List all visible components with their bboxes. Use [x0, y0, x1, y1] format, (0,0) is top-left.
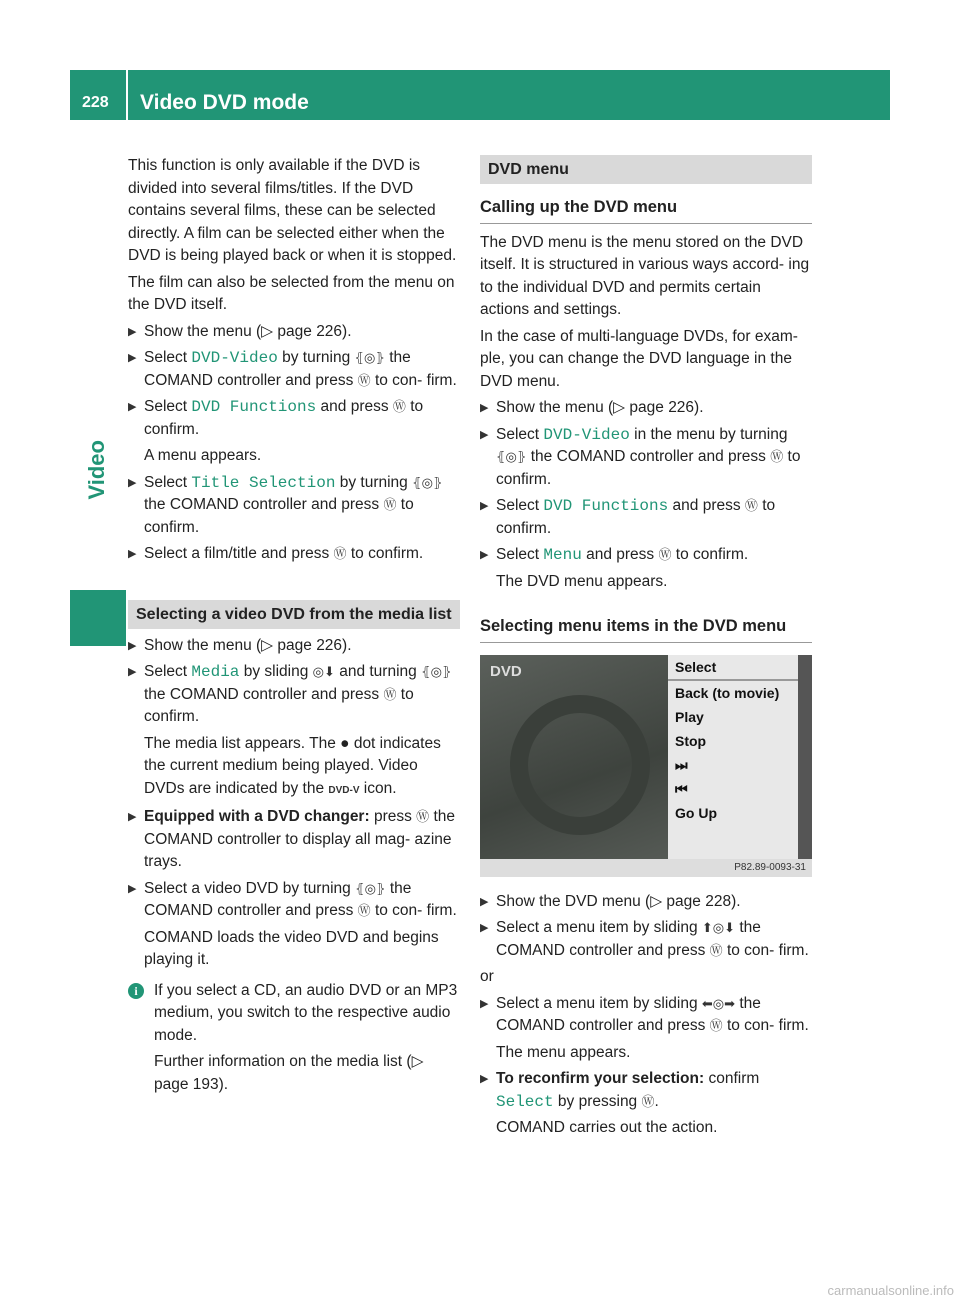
step-result: COMAND carries out the action.	[496, 1119, 718, 1136]
controller-turn-icon: ⦃◎⦄	[421, 664, 452, 679]
step-select-dvd-functions: ▶ Select DVD Functions and press Ⓦ to confirm.	[128, 396, 460, 441]
step-result: The menu appears.	[496, 1043, 631, 1061]
paragraph: In the case of multi-language DVDs, for exam- ple, you can change the DVD language in the DVD menu.	[480, 327, 798, 390]
intro-paragraph-2: The film can also be selected from the menu on the DVD itself.	[128, 273, 455, 313]
step-show-menu: ▶ Show the menu (▷ page 226).	[128, 635, 460, 658]
watermark-site: carmanualsonline.info	[827, 1283, 954, 1298]
controller-press-icon: Ⓦ	[709, 1018, 723, 1033]
side-tab-marker	[70, 590, 126, 646]
menu-item-stop[interactable]: Stop	[675, 732, 707, 749]
section-heading-media-list: Selecting a video DVD from the media list	[128, 600, 460, 629]
controller-press-icon: Ⓦ	[416, 809, 430, 824]
controller-turn-icon: ⦃◎⦄	[496, 449, 527, 464]
menu-item-next[interactable]: ⏭	[675, 756, 688, 773]
menu-term-dvd-functions: DVD Functions	[191, 398, 317, 416]
menu-item-go-up[interactable]: Go Up	[675, 804, 717, 821]
controller-press-icon: Ⓦ	[383, 686, 397, 702]
dvd-menu-list	[668, 655, 798, 859]
controller-press-icon: Ⓦ	[383, 497, 397, 512]
controller-press-icon: Ⓦ	[744, 498, 758, 513]
page-title: Video DVD mode	[140, 91, 309, 114]
step-show-menu: ▶ Show the menu (▷ page 226).	[128, 321, 460, 344]
controller-slide-icon: ◎⬇	[312, 664, 335, 679]
header-divider	[126, 70, 128, 120]
step-slide-horizontal: ▶ Select a menu item by sliding ⬅◎➡ the COMAND controller and press Ⓦ to con- firm.	[480, 993, 812, 1038]
menu-term-dvd-video: DVD-Video	[543, 425, 630, 444]
controller-press-icon: Ⓦ	[357, 372, 371, 388]
controller-turn-icon: ⦃◎⦄	[355, 880, 386, 896]
subheading-calling-up: Calling up the DVD menu	[480, 196, 812, 224]
controller-press-icon: Ⓦ	[709, 942, 723, 958]
menu-term-title-selection: Title Selection	[191, 473, 336, 492]
step-reconfirm: ▶ To reconfirm your selection: confirm Select by pressing Ⓦ.	[480, 1068, 812, 1113]
controller-press-icon: Ⓦ	[392, 399, 406, 414]
step-select-title-selection: ▶ Select Title Selection by turning ⦃◎⦄ the COMAND controller and press Ⓦ to confirm.	[128, 472, 460, 540]
step-result: A menu appears.	[144, 447, 262, 464]
video-frame	[480, 655, 668, 859]
left-column	[128, 155, 460, 1100]
step-select-dvd-video: ▶ Select DVD-Video by turning ⦃◎⦄ the COMAND controller and press Ⓦ to con- firm.	[128, 347, 460, 392]
menu-term-dvd-functions: DVD Functions	[543, 497, 669, 515]
step-select-film: ▶ Select a film/title and press Ⓦ to confirm.	[128, 543, 460, 566]
step-result: The DVD menu appears.	[496, 572, 668, 590]
info-note: i If you select a CD, an audio DVD or an MP3 medium, you switch to the respective audio mode. Further information on the media list (▷ page 193).	[128, 980, 460, 1097]
step-result: The media list appears. The ● dot indicates the current medium being played. Video DVDs are indicated by the DVD-V icon.	[144, 734, 441, 797]
menu-term-media: Media	[191, 663, 240, 681]
controller-press-icon: Ⓦ	[357, 903, 371, 918]
controller-turn-icon: ⦃◎⦄	[412, 474, 443, 490]
right-column	[480, 155, 812, 1144]
menu-item-previous[interactable]: ⏮	[675, 780, 688, 797]
menu-item-back[interactable]: Back (to movie)	[675, 684, 780, 701]
page-number: 228	[82, 94, 109, 111]
controller-press-icon: Ⓦ	[641, 1093, 655, 1109]
section-heading-dvd-menu: DVD menu	[480, 155, 812, 184]
dvd-logo: DVD	[490, 662, 522, 680]
side-tab-label: Video	[84, 440, 109, 500]
info-icon: i	[128, 983, 144, 999]
or-label: or	[480, 968, 494, 985]
step-slide-vertical: ▶ Select a menu item by sliding ⬆◎⬇ the COMAND controller and press Ⓦ to con- firm.	[480, 917, 812, 962]
step-show-dvd-menu: ▶ Show the DVD menu (▷ page 228).	[480, 891, 812, 914]
step-select-dvd-functions: ▶ Select DVD Functions and press Ⓦ to confirm.	[480, 495, 812, 540]
controller-press-icon: Ⓦ	[770, 449, 784, 464]
scrollbar	[798, 655, 812, 859]
subheading-selecting-items: Selecting menu items in the DVD menu	[480, 615, 812, 643]
step-select-media: ▶ Select Media by sliding ◎⬇ and turning ⦃◎⦄ the COMAND controller and press Ⓦ to confirm.	[128, 661, 460, 729]
controller-slide-horizontal-icon: ⬅◎➡	[701, 995, 736, 1011]
menu-item-select[interactable]: Select	[668, 655, 798, 681]
menu-term-select: Select	[496, 1092, 554, 1111]
step-select-video-dvd: ▶ Select a video DVD by turning ⦃◎⦄ the COMAND controller and press Ⓦ to con- firm.	[128, 878, 460, 923]
dvd-menu-screenshot	[480, 655, 812, 877]
intro-paragraph: This function is only available if the DVD is divided into several films/titles. If the DVD contains several films, these can be selected directly. A film can be selected either when the DVD is being played back or when it is stopped.	[128, 157, 457, 264]
menu-term-menu: Menu	[543, 546, 582, 564]
paragraph: The DVD menu is the menu stored on the DVD itself. It is structured in various ways accord- ing to the individual DVD and permits certain actions and settings.	[480, 233, 810, 318]
menu-term-dvd-video: DVD-Video	[191, 349, 278, 367]
controller-slide-vertical-icon: ⬆◎⬇	[701, 920, 736, 935]
controller-press-icon: Ⓦ	[658, 547, 672, 562]
dvd-video-icon: DVD-V	[328, 784, 360, 796]
disc-graphic	[510, 695, 650, 835]
controller-press-icon: Ⓦ	[333, 546, 347, 561]
step-show-menu: ▶ Show the menu (▷ page 226).	[480, 397, 812, 420]
step-select-dvd-video: ▶ Select DVD-Video in the menu by turning ⦃◎⦄ the COMAND controller and press Ⓦ to confirm.	[480, 424, 812, 492]
menu-item-play[interactable]: Play	[675, 708, 704, 725]
step-select-menu: ▶ Select Menu and press Ⓦ to confirm.	[480, 544, 812, 567]
controller-turn-icon: ⦃◎⦄	[354, 350, 385, 365]
image-code: P82.89-0093-31	[480, 859, 812, 877]
step-dvd-changer: ▶ Equipped with a DVD changer: press Ⓦ the COMAND controller to display all mag- azine trays.	[128, 806, 460, 874]
step-result: COMAND loads the video DVD and begins playing it.	[144, 928, 439, 968]
